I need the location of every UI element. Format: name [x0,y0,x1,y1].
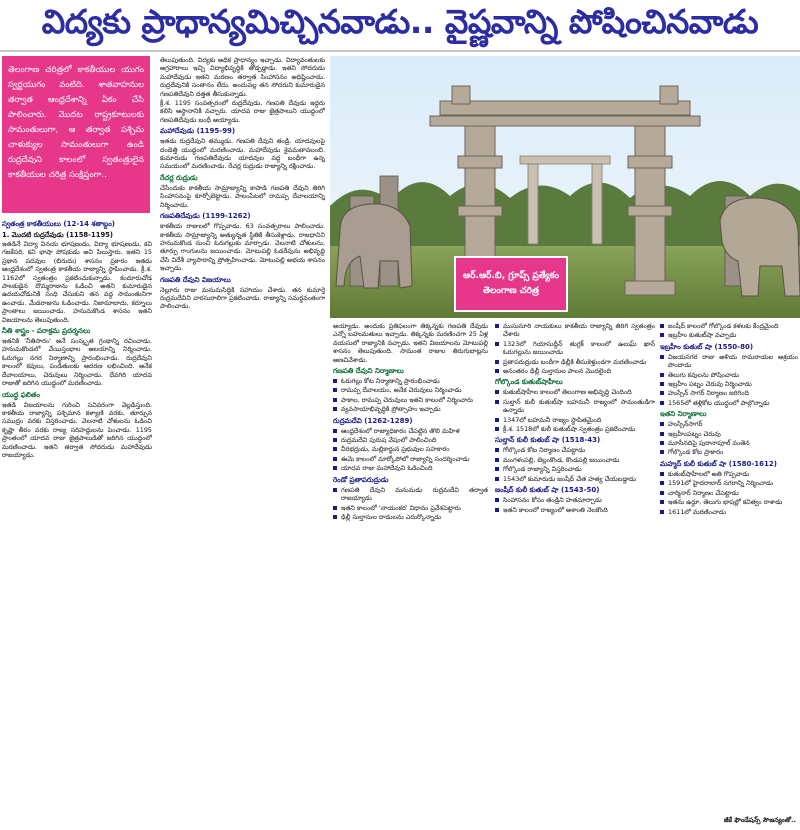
section-heading: యుద్ధ ఫలితం [2,390,40,399]
paragraph: చేసేందుకు కాకతీయ సామ్రాజ్యాన్ని కాపాడి గణపతి దేవుని తిరిగి సింహాసనంపై కూర్చోబెట్టాడు. పాలంపేటలో రామప్ప దేవాలయాన్ని నిర్మించాడు. [160,183,325,209]
section-heading: గణపతిదేవుడు (1199-1262) [160,212,251,221]
column-5 [495,322,655,828]
section-heading: మహ్మద్ కులీ కుతుబ్ షా (1580-1612) [660,459,777,468]
paragraph: ఇతడినే విద్యా వినయ భూషణుడు, విద్యా భూషణుడు, కవి గజకేసరి, కవి భాషా పోషకుడు అని పిలుస్తారు. ఇతని 15 ప్రథాన పదవుల (బిరుదు) శాసనం ప్రకారం ఇతడు ఆంధ్రదేశంలో స్వతంత్ర కాకతీయ రాజ్యాన్ని స్థాపించాడు. క్రీ.శ. 1162లో స్వతంత్రం ప్రకటించుకున్నాడు. కందూరుచోడ పాలకుడైన దొమ్మరాజును ఓడించి అతని కుమారుడైన ఉదయచోడునికి సంధి చేసుకుని తన వద్ద సామంతునిగా ఉంచాడు. మేడరాజును ఓడించాడు. నిజామాబాదు, కర్నూలు ప్రాంతాలు జయించాడు. హనుమకొండ శాసనం ఇతని విజయాలను తెలుపుతుంది. [2,240,152,324]
list-item: ఇబ్రహీం కుతుబ్‌షా వచ్చాడు [660,331,798,339]
list-item: సింహాసనం కోసం తండ్రిని హతమార్చాడు [495,496,655,504]
list-item: 1347లో బహమనీ రాజ్యం స్థాపితమైంది [495,416,655,424]
list-item: పాకాల, రామప్ప చెరువులు ఇతని కాలంలో నిర్మించారు [333,396,488,404]
list-item: గోల్కొండ కోట ప్రాకారం [660,448,798,456]
list-item: చార్మినార్ నిర్మాణం చేపట్టాడు [660,489,798,497]
list-item: కుతుబ్‌షాహీల కాలంలో తెలంగాణ అభివృద్ధి చెందింది [495,388,655,396]
list-item: 1591లో హైదరాబాద్ నగరాన్ని నిర్మించాడు [660,479,798,487]
paragraph: ఇతడు రుద్రదేవుని తమ్ముడు. గణపతి దేవుని తండ్రి. యాదవులపై దండెత్తి యుద్ధంలో మరణించాడు. మహాదేవుడు శైవమతావలంబి. కుమారుడు గణపతిదేవుడు యాదవుల వద్ద బంధీగా ఉన్న సమయంలో మరణించాడు. రేచర్ల రుద్రుడు రాజ్యాన్ని రక్షించాడు. [160,137,325,171]
list-item: మూసీనదిపై పురానాపూల్ వంతెన [660,439,798,447]
bullet-list [495,322,655,375]
list-item: వ్యవసాయాభివృద్ధికి ప్రోత్సాహం ఇచ్చాడు [333,405,488,413]
bullet-list [333,427,488,473]
bullet-list [660,353,798,407]
list-item: ఓరుగల్లు కోట నిర్మాణాన్ని ప్రారంభించాడు [333,377,488,385]
bullet-list [660,470,798,516]
list-item: హుస్సేన్‌సాగర్ [660,420,798,428]
column-4 [333,322,488,828]
subsection-heading: 1. మొదటి రుద్రదేవుడు (1158-1195) [2,231,114,239]
list-item: కుతుబ్‌షాహీలలో అతి గొప్పవాడు [660,470,798,478]
list-item: క్రీ.శ. 1518లో కులీ కుతుబ్‌షా స్వతంత్రం ప్రకటించాడు [495,425,655,433]
list-item: జంషీద్ కాలంలో గోల్కొండ కళలకు కేంద్రమైంది [660,322,798,330]
list-item: ఇతను ఉర్దూ, తెలుగు భాషల్లో కవిత్వం రాశాడు [660,498,798,506]
list-item: రుద్రమదేవి పురుష వేషంలో పాలించింది [333,436,488,444]
section-heading: రుద్రమదేవి (1262-1289) [333,416,413,425]
list-item: ఢిల్లీ సుల్తానుల దాడులను ఎదుర్కొన్నాడు [333,513,488,521]
list-item: 1565లో తళ్లికోట యుద్ధంలో పాల్గొన్నాడు [660,399,798,407]
badge-line-2: తెలంగాణ చరిత్ర [483,286,539,296]
photo-caption-badge [454,256,568,312]
bullet-list [333,486,488,522]
section-heading: ఇతని నిర్మాణాలు [660,410,707,419]
section-heading: గణపతి దేవుని నిర్మాణాలు [333,367,404,376]
column-1 [2,217,152,828]
list-item: ఇబ్రహీం పట్నం చెరువు నిర్మించాడు [660,380,798,388]
list-item: ఈమె కాలంలో మార్కోపోలో రాజ్యాన్ని సందర్శించాడు [333,455,488,463]
column-2 [160,56,325,828]
page-headline: విద్యకు ప్రాధాన్యమిచ్చినవాడు.. వైష్ణవాన్ని పోషించినవాడు [41,1,759,41]
list-item: యాదవ రాజు మహాదేవుని ఓడించింది [333,464,488,472]
list-item: సుల్తాన్ కులీ కుతుబ్‌షా బహమనీ రాజ్యంలో సామంతుడిగా ఉన్నాడు [495,398,655,415]
section-heading: నీతి శాస్త్రం - పరాక్రమ ప్రదర్శనలు [2,327,91,336]
list-item: 1323లో గియాసుద్దీన్ తుగ్లక్ కాలంలో ఉలుఘ్ ఖాన్ ఓరుగల్లును జయించాడు [495,340,655,357]
paragraph: అయ్యాడు. అందుకు ప్రతిఫలంగా తిక్కన్నకు గణపతి దేవుడు ఎన్నో బహుమతులు ఇచ్చాడు. తిక్కన్నకు మరణించగా 25 ఏళ్ల వయసులో రాజ్యానికి వచ్చాడు. ఇతని విజయాలను మోటుపల్లి శాసనం తెలుపుతుంది. సామంత రాజుల తిరుగుబాట్లను అణచివేశాడు. [333,322,488,364]
list-item: గోల్కొండ రాజ్యాన్ని విస్తరించాడు [495,465,655,473]
section-heading: స్వతంత్ర కాకతీయులు (12-14 శతాబ్దం) [2,220,115,228]
list-item: వీరభద్రుడు, మల్లికార్జున ప్రభువుల సహకారం [333,445,488,453]
list-item: 1543లో కుమారుడు జంషీద్ చేత హత్య చేయబడ్డాడు [495,475,655,483]
list-item: విజయనగర రాజు అళియ రామరాయల ఆశ్రయం పొందాడు [660,353,798,370]
badge-line-1: ఆర్.ఆర్.బి, గ్రూప్స్ ప్రత్యేకం [462,271,560,281]
bullet-list [660,420,798,457]
list-item: గోల్కొండ కోట నిర్మాణం చేపట్టాడు [495,446,655,454]
paragraph: నెల్లూరు రాజు మనుమసిద్ధికి సహాయం చేశాడు. తన కుమార్తె రుద్రమదేవిని వారసురాలిగా ప్రకటించాడు. రాజ్యాన్ని సమర్థవంతంగా పాలించాడు. [160,285,325,311]
list-item: ఇబ్రహీంపట్నం చెరువు [660,430,798,438]
list-item: ఆంధ్రదేశంలో రాజ్యాధికారం చేపట్టిన తొలి మహిళ [333,427,488,435]
list-item: మంగళంపల్లి, బెల్లంకొండ, కొండపల్లి జయించాడు [495,456,655,464]
list-item: ముసునూరి నాయకులు కాకతీయ రాజ్యాన్ని తిరిగి స్వతంత్రం చేశారు [495,322,655,339]
section-heading: గణపతి దేవుని విజయాలు [160,275,231,284]
list-item: తెలుగు కవులను పోషించాడు [660,371,798,379]
column-6 [660,322,798,818]
list-item: గణపతి దేవుని మనుమడు రుద్రమదేవి తర్వాత రాజయ్యాడు [333,486,488,503]
section-heading: సుల్తాన్ కులీ కుతుబ్ షా (1518-43) [495,436,601,445]
paragraph: కాకతీయ రాజులలో గొప్పవాడు. 63 సంవత్సరాలు పాలించాడు. కాకతీయ సామ్రాజ్యాన్ని అత్యున్నత స్థితికి తీసుకెళ్లాడు. రాజధానిని హనుమకొండ నుంచి ఓరుగల్లుకు మార్చాడు. వెలనాటి చోళులను, తూర్పు గాంగులను జయించాడు. మోటుపల్లి ఓడరేవును అభివృద్ధి చేసి విదేశీ వ్యాపారాన్ని ప్రోత్సహించాడు. మోటుపల్లి అభయ శాసనం ఇచ్చాడు. [160,222,325,273]
credit-line: జీకే ఫౌండేషన్స్ సౌజన్యంతో.. [723,816,796,824]
list-item: ఇతని కాలంలో రాజ్యంలో అశాంతి నెలకొంది [495,506,655,514]
list-item: అనంతరం ఢిల్లీ సుల్తానుల పాలన మొదలైంది [495,367,655,375]
section-heading: రేచర్ల రుద్రుడు [160,173,198,182]
paragraph: తెలుపుతుంది. విద్యకు అధిక ప్రాధాన్యం ఇచ్చాడు. విద్యావంతులకు అగ్రహారాలు ఇచ్చి విద్యాభివృద్ధికి తోడ్పడ్డాడు. ఇతని సోదరుడు మహాదేవుడు ఇతని మరణం తర్వాత సింహాసనం అధిష్టించాడు. రుద్రదేవునికి సంతానం లేదు. అందువల్ల తన సోదరుని కుమారుడైన గణపతిదేవుని దత్తత తీసుకున్నాడు. [160,56,325,98]
list-item: ప్రతాపరుద్రుడు బందీగా ఢిల్లీకి తీసుకెళ్తుండగా మరణించాడు [495,358,655,366]
section-heading: జంషీద్ కులీ కుతుబ్ షా (1543-50) [495,486,600,495]
paragraph: ఇతడి విజయాలను గురించి సవివరంగా వెల్లడిస్తుంది. కాకతీయ రాజ్యాన్ని పశ్చిమాన కళ్యాణి వరకు, తూర్పున సముద్రం వరకు విస్తరించాడు. వెలనాటి చోళులను ఓడించి కృష్ణా తీరం వరకు రాజ్య సరిహద్దులను పెంచాడు. 1195 ప్రాంతంలో యాదవ రాజు జైత్రపాలుడితో జరిగిన యుద్ధంలో మరణించాడు. ఇతని తర్వాత సోదరుడు మహాదేవుడు రాజయ్యాడు. [2,400,152,459]
bullet-list [660,322,798,340]
bullet-list [495,388,655,433]
section-heading: గోల్కొండ కుతుబ్‌షాహీలు [495,378,563,387]
paragraph: క్రీ.శ. 1195 సంవత్సరంలో రుద్రదేవుడు, గణపతి దేవుడు ఇద్దరు కలిసి ఆస్థానానికి వచ్చారు. యాదవ రాజు జైత్రపాలుని యుద్ధంలో గణపతిదేవుడు బంధీ అయ్యాడు. [160,99,325,124]
bullet-list [333,377,488,414]
section-heading: ఇబ్రహీం కుతుబ్ షా (1550-80) [660,342,754,351]
bullet-list [495,446,655,483]
list-item: రామప్ప దేవాలయం, అనేక చెరువులు నిర్మించాడు [333,386,488,394]
section-heading: మహాదేవుడు (1195-99) [160,127,236,136]
headline-bar [0,0,800,52]
list-item: ఇతని కాలంలో 'నాయంకర' విధానం ప్రవేశపెట్టారు [333,504,488,512]
bullet-list [495,496,655,514]
list-item: 1611లో మరణించాడు [660,508,798,516]
paragraph: ఇతనికి 'నీతిసారం' అనే సంస్కృత గ్రంథాన్ని రచించాడు. హనుమకొండలో వేయిస్తంభాల ఆలయాన్ని నిర్మించాడు. ఓరుగల్లు నగర నిర్మాణాన్ని ప్రారంభించాడు. రుద్రదేవుని కాలంలో కవులు, పండితులకు ఆదరణ లభించింది. అనేక దేవాలయాలు, చెరువులు నిర్మించాడు. దేవగిరి యాదవ రాజుతో జరిగిన యుద్ధంలో మరణించాడు. [2,337,152,388]
list-item: హుస్సేన్ సాగర్ నిర్మాణం జరిగింది [660,389,798,397]
section-heading: రెండో ప్రతాపరుద్రుడు [333,475,389,484]
intro-box: తెలంగాణ చరిత్రలో కాకతీయుల యుగం స్వర్ణయుగం వంటిది. శాతవాహనుల తర్వాత ఆంధ్రదేశాన్ని ఏకం చేసి పాలించారు. మొదట రాష్ట్రకూటులకు సామంతులుగా, ఆ తర్వాత పశ్చిమ చాళుక్యుల సామంతులుగా ఉండి రుద్రదేవుని కాలంలో స్వతంత్రులైన కాకతీయుల చరిత్ర సంక్షిప్తంగా.. [2,56,150,213]
